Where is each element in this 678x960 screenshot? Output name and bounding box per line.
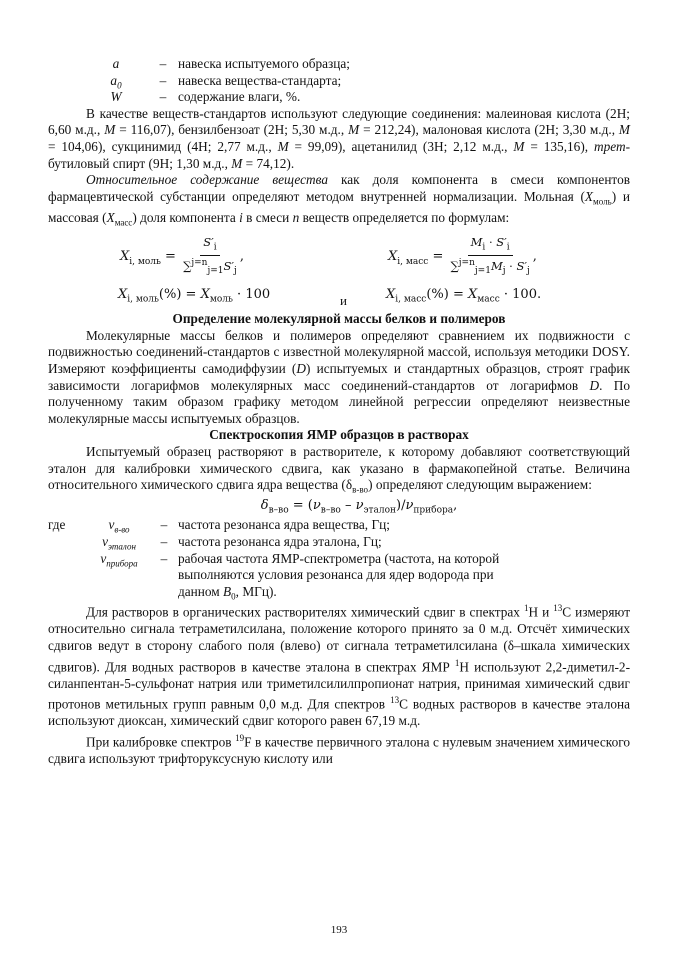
definition-dash: –: [159, 56, 167, 71]
formula-mole-percent: $X_{i, моль}(\%) = X_{моль} \cdot 100$: [118, 287, 271, 305]
document-page: [48, 56, 630, 767]
formula-mass-percent: $X_{i, масс}(\%) = X_{масс} \cdot 100$.: [386, 287, 542, 305]
formula-mole-fraction: $X_{i, моль}$ = $\frac{S'_i}{\sum^{j=n}_{j=1}S'_j}$ ,: [120, 235, 244, 276]
paragraph-relative-content: Относительное содержание вещества как доля компонента в смеси компонентов фармацевтической субстанции определяют методом внутренней нормализации. Мольная $(X_{моль})$ и массовая $(X_{масс})$ доля компонента i в смеси n веществ определяется по формулам:: [48, 172, 630, 228]
paragraph-fluorine: При калибровке спектров $^{19}$F в качестве первичного эталона с нулевым значением химического сдвига используют трифторуксусную кислоту или: [48, 732, 630, 766]
where-list: [48, 517, 630, 600]
where-row: $\nu_{эталон}$ – частота резонанса ядра эталона, Гц;: [102, 534, 382, 552]
where-row: выполняются условия резонанса для ядер водорода при: [178, 567, 494, 583]
formula-percent: [48, 275, 630, 311]
where-row: где $\nu_{в-во}$ – частота резонанса ядра вещества, Гц;: [48, 517, 390, 536]
paragraph-sample-prep: Испытуемый образец растворяют в растворителе, к которому добавляют соответствующий эталон для калибровки химического сдвига, как указано в фармакопейной статье. Величина относительного химического сдвига ядра вещества $(\delta_{в-во})$ определяют следующим выражением:: [48, 444, 630, 495]
definition-dash: –: [159, 89, 167, 105]
definition-row: [48, 89, 630, 106]
definition-row: [48, 56, 630, 73]
definition-text: содержание влаги, %.: [178, 89, 301, 105]
definition-text: навеска вещества-стандарта;: [178, 72, 342, 88]
paragraph-dosy: Молекулярные массы белков и полимеров определяют сравнением их подвижности с подвижностью соединений-стандартов с известной молекулярной массой, используя методики DOSY. Измеряют коэффициенты самодиффузии (D) испытуемых и стандартных образцов, строят график зависимости логарифмов молекулярных масс соединений-стандартов от логарифмов D. По полученному таким образом графику методом линейной регрессии определяют неизвестные молекулярные массы испытуемых образцов.: [48, 327, 630, 426]
where-row: данном $B_0$, МГц).: [178, 583, 277, 602]
definition-row: [48, 73, 630, 90]
formula-fractions: [48, 231, 630, 275]
section-heading-nmr-solutions: Спектроскопия ЯМР образцов в растворах: [209, 427, 469, 443]
formula-conjunction: и: [340, 293, 347, 309]
paragraph-organic-solvents: Для растворов в органических растворителях химический сдвиг в спектрах $^1$H и $^{13}$C измеряют относительно сигнала тетраметилсилана, положение которого принято за 0 м.д. Отсчёт химических сдвигов ведут в сторону слабого поля (влево) от сигнала тетраметилсилана (δ–шкала химических сдвигов). Для водных растворов в качестве эталона в спектрах ЯМР $^1$H используют 2,2-диметил-2-силанпентан-5-сульфонат натрия или триметилсилилпропионат натрия, принимая химический сдвиг протонов метильных групп равным 0,0 м.д. Для спектров $^{13}$C водных растворов в качестве эталона используют диоксан, химический сдвиг которого равен 67,19 м.д.: [48, 603, 631, 729]
definition-symbol: W: [110, 89, 122, 105]
paragraph-standards: В качестве веществ-стандартов используют следующие соединения: малеиновая кислота (2Н; 6,60 м.д., M = 116,07), бензилбензоат (2Н; 5,30 м.д., M = 212,24), малоновая кислота (2Н; 3,30 м.д., M = 104,06), сукцинимид (4Н; 2,77 м.д., M = 99,09), ацетанилид (3Н; 2,12 м.д., M = 135,16), трет-бутиловый спирт (9Н; 1,30 м.д., M = 74,12).: [48, 105, 630, 171]
formula-chemical-shift: $\delta_{в-во} = (\nu_{в-во} - \nu_{эталон})/\nu_{прибора}$,: [260, 498, 458, 517]
definition-symbol: a: [112, 56, 120, 71]
page-number: 193: [330, 924, 348, 936]
definition-text: навеска испытуемого образца;: [178, 56, 351, 71]
definition-symbol: $a_0$: [110, 72, 122, 91]
where-row: $\nu_{прибора}$ – рабочая частота ЯМР-спектрометра (частота, на которой: [100, 550, 500, 569]
definitions-list: [48, 56, 630, 106]
definition-dash: –: [159, 72, 167, 88]
formula-mass-fraction: $X_{i, масс}$ = $\frac{M_i \cdot S'_i}{\sum^{j=n}_{j=1}M_j \cdot S'_j}$ ,: [388, 235, 537, 276]
section-heading-molecular-mass: Определение молекулярной массы белков и полимеров: [172, 311, 506, 327]
